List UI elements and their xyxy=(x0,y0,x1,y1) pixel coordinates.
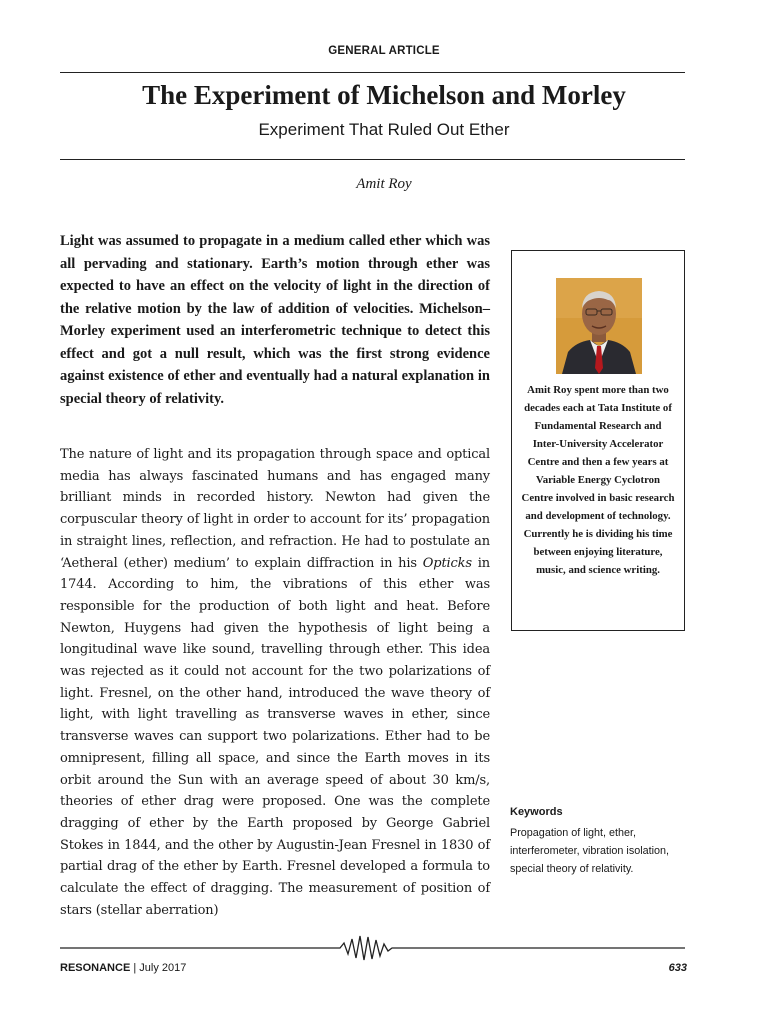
top-rule xyxy=(60,72,685,73)
keywords-heading: Keywords xyxy=(510,806,563,818)
opticks-italic: Opticks xyxy=(422,555,472,571)
issue-date: July 2017 xyxy=(139,962,187,974)
journal-name: RESONANCE xyxy=(60,962,131,974)
footer-journal xyxy=(60,962,186,974)
author-bio-box xyxy=(511,250,685,631)
author-name: Amit Roy xyxy=(356,176,412,192)
author-bio-text: Amit Roy spent more than two decades each at Tata Institute of Fundamental Research and Inter-University Accelerator Centre and then a few years at Variable Energy Cyclotron Centre involved in basic research and development of technology. Currently he is dividing his time between enjoying literature, music, and science writing. xyxy=(521,384,675,576)
keywords-list: Propagation of light, ether, interferometer, vibration isolation, special theory of relativity. xyxy=(510,827,670,875)
article-title: The Experiment of Michelson and Morley xyxy=(142,80,626,110)
abstract: Light was assumed to propagate in a medium called ether which was all pervading and stationary. Earth’s motion through ether was expected to have an effect on the velocity of light in the direction of the relative motion by the law of addition of velocities. Michelson–Morley experiment used an interferometric technique to detect this effect and got a null result, which was the first strong evidence against existence of ether and eventually had a natural explanation in special theory of relativity. xyxy=(60,233,490,407)
author-photo xyxy=(556,278,642,374)
footer-separator: | xyxy=(130,962,140,974)
section-label: GENERAL ARTICLE xyxy=(328,45,440,57)
body-text-part2: in 1744. According to him, the vibrations of this ether was responsible for the production of both light and heat. Before Newton, Huygens had given the hypothesis of light being a longitudinal wave like sound, travelling through ether. This idea was rejected as it could not account for the two polarizations of light. Fresnel, on the other hand, introduced the wave theory of light, with light travelling as transverse waves in ether, since transverse waves can support two polarizations. Ether had to be omnipresent, filling all space, and since the Earth moves in its orbit around the Sun with an average speed of about 30 km/s, theories of ether drag were proposed. One was the complete dragging of ether by the Earth proposed by George Gabriel Stokes in 1844, and the other by Augustin-Jean Fresnel in 1830 of partial drag of the ether by Earth. Fresnel developed a formula to calculate the effect of dragging. The measurement of position of stars (stellar aberration) xyxy=(60,555,491,918)
page-number: 633 xyxy=(668,962,687,974)
body-text-part1: The nature of light and its propagation through space and optical media has always fascinated humans and has engaged many brilliant minds in recorded history. Newton had given the corpuscular theory of light in order to account for its’ propagation in straight lines, reflection, and refraction. He had to postulate an ‘Aetheral (ether) medium’ to explain diffraction in his xyxy=(60,447,490,571)
title-rule xyxy=(60,159,685,160)
footer-wave-icon xyxy=(60,934,685,962)
author-portrait-icon xyxy=(556,278,642,374)
body-paragraph xyxy=(60,444,490,921)
article-subtitle: Experiment That Ruled Out Ether xyxy=(258,120,510,139)
